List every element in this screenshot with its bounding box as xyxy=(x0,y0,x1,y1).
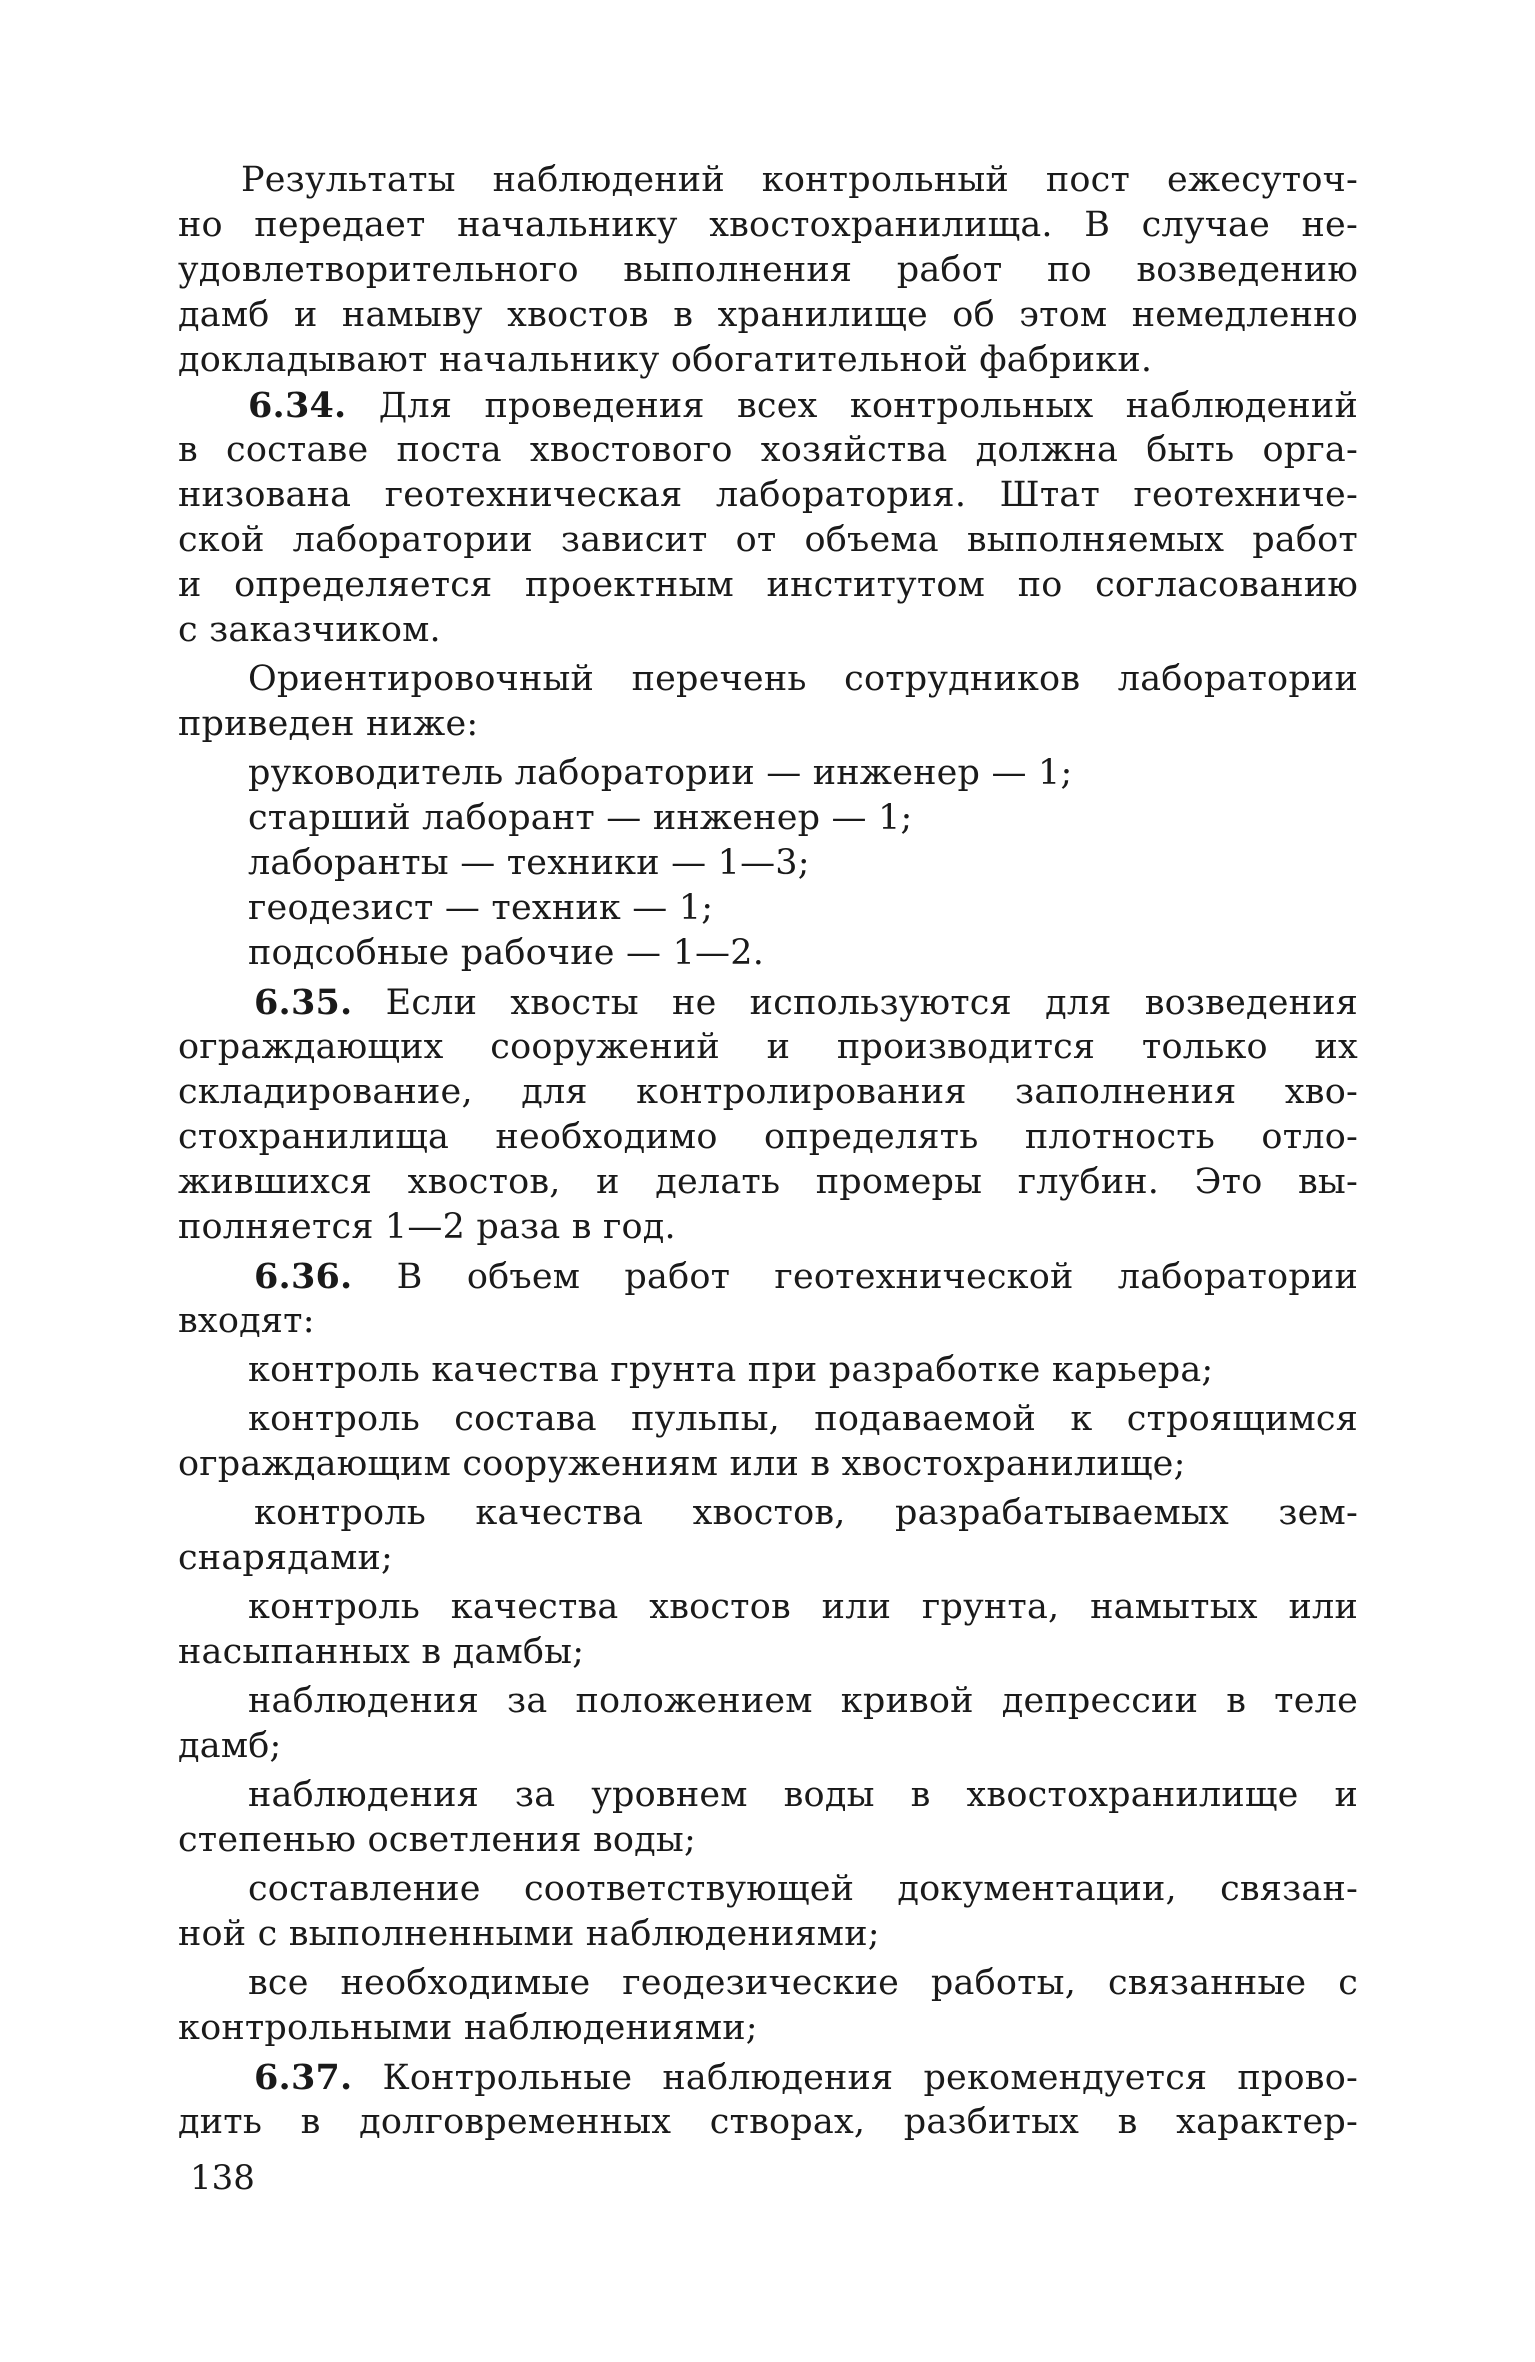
text-line: с заказчиком. xyxy=(178,610,441,650)
text-fragment: Если хвосты не используются для возведения xyxy=(352,983,1358,1023)
text-line: контроль качества хвостов, разрабатываемых зем- xyxy=(254,1493,1358,1533)
text-line: ной с выполненными наблюдениями; xyxy=(178,1914,880,1954)
text-line: составление соответствующей документации, связан- xyxy=(248,1869,1358,1909)
text-line xyxy=(178,383,1358,428)
text-line: контроль состава пульпы, подаваемой к строящимся xyxy=(248,1399,1358,1439)
list-item xyxy=(178,1679,1358,1769)
text-line: наблюдения за уровнем воды в хвостохранилище и xyxy=(248,1775,1358,1815)
text-line: наблюдения за положением кривой депрессии в теле xyxy=(248,1681,1358,1721)
list-item xyxy=(178,1961,1358,2051)
text-line: контроль качества грунта при разработке карьера; xyxy=(248,1350,1214,1390)
text-fragment: Контрольные наблюдения рекомендуется прово- xyxy=(352,2058,1358,2098)
text-line: складирование, для контролирования заполнения хво- xyxy=(178,1072,1358,1112)
text-line: ограждающих сооружений и производится только их xyxy=(178,1027,1358,1067)
text-line: в составе поста хвостового хозяйства должна быть орга- xyxy=(178,430,1358,470)
text-line: дамб; xyxy=(178,1726,282,1766)
text-line: контроль качества хвостов или грунта, намытых или xyxy=(248,1587,1358,1627)
section-number: 6.34. xyxy=(248,385,347,426)
text-line: полняется 1—2 раза в год. xyxy=(178,1207,676,1247)
text-line: входят: xyxy=(178,1301,315,1341)
text-line: низована геотехническая лаборатория. Штат геотехниче- xyxy=(178,475,1358,515)
text-line: докладывают начальнику обогатительной фабрики. xyxy=(178,340,1153,380)
paragraph-results xyxy=(178,158,1358,383)
list-item: лаборанты — техники — 1—3; xyxy=(248,843,810,883)
section-number: 6.36. xyxy=(254,1256,353,1297)
text-line xyxy=(178,2055,1358,2100)
duties-list xyxy=(178,1348,1358,2051)
list-item xyxy=(178,1867,1358,1957)
list-item: подсобные рабочие — 1—2. xyxy=(248,933,765,973)
list-item: старший лаборант — инженер — 1; xyxy=(248,798,913,838)
list-item xyxy=(178,1491,1358,1581)
text-line: и определяется проектным институтом по согласованию xyxy=(178,565,1358,605)
text-line xyxy=(178,1254,1358,1299)
text-line: жившихся хвостов, и делать промеры глубин. Это вы- xyxy=(178,1162,1358,1202)
list-item xyxy=(178,1348,1358,1393)
list-item: руководитель лаборатории — инженер — 1; xyxy=(248,753,1073,793)
section-6-34 xyxy=(178,383,1358,653)
section-6-36 xyxy=(178,1254,1358,1344)
text-line: приведен ниже: xyxy=(178,704,479,744)
text-line: контрольными наблюдениями; xyxy=(178,2008,758,2048)
text-fragment: Для проведения всех контрольных наблюдений xyxy=(346,386,1358,426)
text-line: но передает начальнику хвостохранилища. В случае не- xyxy=(178,205,1358,245)
list-item: геодезист — техник — 1; xyxy=(248,888,714,928)
text-line: дить в долговременных створах, разбитых в характер- xyxy=(178,2102,1358,2142)
text-line: степенью осветления воды; xyxy=(178,1820,696,1860)
text-line: ограждающим сооружениям или в хвостохранилище; xyxy=(178,1444,1186,1484)
text-line: Ориентировочный перечень сотрудников лаборатории xyxy=(248,659,1358,699)
text-line xyxy=(178,980,1358,1025)
text-line: стохранилища необходимо определять плотность отло- xyxy=(178,1117,1358,1157)
section-number: 6.37. xyxy=(254,2057,353,2098)
section-6-37 xyxy=(178,2055,1358,2145)
staff-list xyxy=(178,751,1358,976)
section-6-35 xyxy=(178,980,1358,1250)
text-line: снарядами; xyxy=(178,1538,394,1578)
text-line: Результаты наблюдений контрольный пост ежесуточ- xyxy=(241,160,1358,200)
text-line: насыпанных в дамбы; xyxy=(178,1632,585,1672)
text-line: все необходимые геодезические работы, связанные с xyxy=(248,1963,1358,2003)
text-fragment: В объем работ геотехнической лаборатории xyxy=(352,1257,1358,1297)
section-number: 6.35. xyxy=(254,982,353,1023)
page-number: 138 xyxy=(190,2158,255,2198)
document-page xyxy=(178,158,1358,2145)
list-item xyxy=(178,1397,1358,1487)
text-line: ской лаборатории зависит от объема выполняемых работ xyxy=(178,520,1358,560)
text-line: удовлетворительного выполнения работ по возведению xyxy=(178,250,1358,290)
list-item xyxy=(178,1773,1358,1863)
list-item xyxy=(178,1585,1358,1675)
paragraph-staff-intro xyxy=(178,657,1358,747)
text-line: дамб и намыву хвостов в хранилище об этом немедленно xyxy=(178,295,1358,335)
